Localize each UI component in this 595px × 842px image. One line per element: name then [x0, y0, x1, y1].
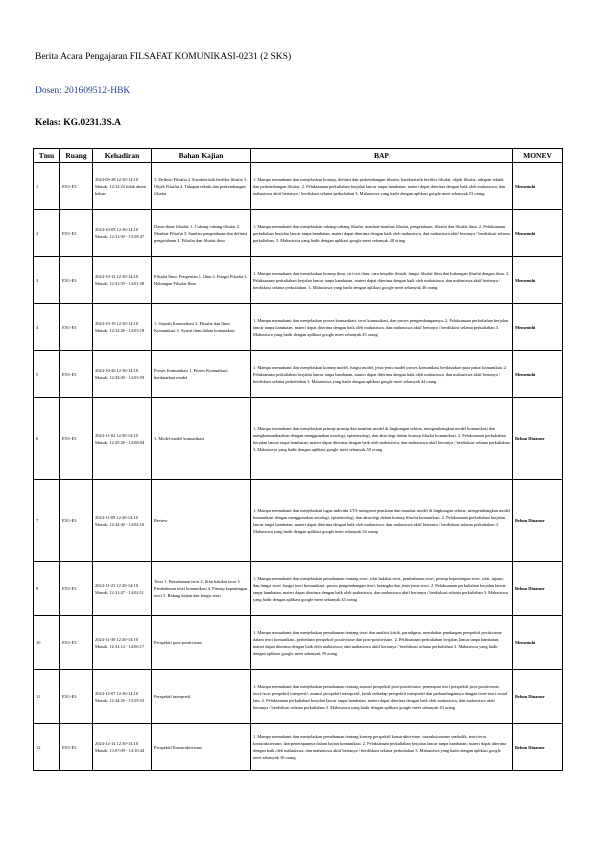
cell-tm: 6 [34, 398, 60, 480]
table-row [34, 210, 563, 257]
cell-bahan-kajian: 1. Sejarah Komunikasi 2. Filsafat dan Ilmu Komunikasi 3. Syarat ilmu dalam komunikasi [152, 304, 251, 351]
cell-tm: 3 [34, 257, 60, 304]
cell-bahan-kajian: Proses Komunikasi 1. Proses Komunikasi berdasarkan model [152, 351, 251, 398]
column-header-ruang: Ruang [60, 149, 93, 163]
table-row [34, 724, 563, 771]
table-row [34, 616, 563, 670]
cell-bap: 1. Mampu memahami dan menjelaskan konsep, definisi dan perkembangan filsafat, karakteristik berfikir filsafat, objek filsafat, tahapan teknik dan perkembangan filsafat. 2. Pelaksanaan perkuliahan berjalan lancar tanpa hambatan, materi dapat diterima dengan baik oleh mahasiswa, dan mahasiswa aktif bertanya / berdiskusi selama perkuliahan 3. Mahasiswa yang hadir dengan aplikasi google meet sebanyak 53 orang [251, 163, 513, 210]
cell-ruang: EN1-E3 [60, 616, 93, 670]
cell-kehadiran: 2024-10-19 12:30-14:10 Masuk: 12:32:26 - 14:03:18 [93, 304, 152, 351]
cell-ruang: EN1-E3 [60, 480, 93, 562]
cell-monev: Belum Dinamer [513, 670, 563, 724]
lecturer-line: Dosen: 201609512-HBK [35, 86, 131, 96]
cell-ruang: EN1-E3 [60, 398, 93, 480]
table-header-row [34, 149, 563, 163]
report-title: Berita Acara Pengajaran FILSAFAT KOMUNIKASI-0231 (2 SKS) [35, 52, 292, 62]
column-header-tm: Tmu [34, 149, 60, 163]
table-row [34, 670, 563, 724]
cell-kehadiran: 2024-10-26 12:30-14:10 Masuk: 12:33:49 - 14:03:59 [93, 351, 152, 398]
cell-bap: 1. Mampu memahami dan menjelaskan tugas individu UTS mengenai penilaian dan manfaat model di lingkungan sekitar, mengembangkan model komunikasi dengan menggunakan ontologi, epistemologi, dan aksiologi dalam konsep filsafat komunikasi. 2. Pelaksanaan perkuliahan berjalan lancar tanpa hambatan, materi dapat diterima dengan baik oleh mahasiswa, dan mahasiswa aktif bertanya / berdiskusi selama perkuliahan 3. Mahasiswa yang hadir dengan aplikasi google meet sebanyak 34 orang [251, 480, 513, 562]
cell-bahan-kajian: 1. Definisi Filsafat 2. Karakteristik berfikir filsafat 3. Objek Filsafat 4. Tahapan teknik dan perkembangan filsafat [152, 163, 251, 210]
table-row [34, 398, 563, 480]
column-header-monev: MONEV [513, 149, 563, 163]
cell-monev: Belum Dinamer [513, 562, 563, 616]
cell-kehadiran: 2024-11-30 12:30-14:10 Masuk: 12:31:14 - 14:06:17 [93, 616, 152, 670]
cell-kehadiran: 2024-10-12 12:30-14:10 Masuk: 12:31:59 - 14:01:58 [93, 257, 152, 304]
cell-kehadiran: 2024-11-02 12:30-14:10 Masuk: 12:35:28 - 14:08:04 [93, 398, 152, 480]
cell-tm: 4 [34, 304, 60, 351]
column-header-kehadiran: Kehadiran [93, 149, 152, 163]
cell-bap: 1. Mampu memahami dan menjelaskan pemahaman tentang teori, sifat hakikat teori, pembahasan teori, prinsip kepentingan teori, sifat, tujuan, dan fungsi teori, fungsi teori komunikasi, proses pengembangan teori, kerangka dan jenis-jenis teori. 2. Pelaksanaan perkuliahan berjalan lancar tanpa hambatan, materi dapat diterima dengan baik oleh mahasiswa, dan mahasiswa aktif bertanya / berdiskusi selama perkuliahan 3. Mahasiswa yang hadir dengan aplikasi google meet sebanyak 43 orang [251, 562, 513, 616]
cell-bahan-kajian: Perspektif Konstruktivisme [152, 724, 251, 771]
cell-monev: Memenuhi [513, 616, 563, 670]
cell-monev: Memenuhi [513, 304, 563, 351]
cell-ruang: EN1-E3 [60, 257, 93, 304]
cell-kehadiran: 2024-11-09 12:30-14:10 Masuk: 12:32:40 - 14:02:16 [93, 480, 152, 562]
cell-monev: Belum Dinamer [513, 480, 563, 562]
cell-ruang: EN1-E3 [60, 304, 93, 351]
cell-bahan-kajian: Filsafat Ilmu: Pengertian 1. Ilmu 2. Fungsi Filsafat 3. Hubungan Filsafat Ilmu [152, 257, 251, 304]
cell-bap: 1. Mampu memahami dan menjelaskan konsep model, fungsi model, jenis-jenis model proses komunikasi berdasarkan para pakar komunikasi 2. Pelaksanaan perkuliahan berjalan lancar tanpa hambatan, materi dapat diterima dengan baik oleh mahasiswa, dan mahasiswa aktif bertanya / berdiskusi selama perkuliahan 3. Mahasiswa yang hadir dengan aplikasi google meet sebanyak 44 orang [251, 351, 513, 398]
table-row [34, 480, 563, 562]
cell-monev: Belum Dinamer [513, 398, 563, 480]
cell-ruang: EN1-E3 [60, 163, 93, 210]
column-header-bahan-kajian: Bahan Kajian [152, 149, 251, 163]
cell-kehadiran: 2024-12-07 12:30-14:10 Masuk: 12:34:26 - 13:59:53 [93, 670, 152, 724]
cell-ruang: EN1-E3 [60, 210, 93, 257]
table-row [34, 562, 563, 616]
cell-kehadiran: 2024-09-28 12:30-14:10 Masuk: 12:32:23 tidak absen keluar [93, 163, 152, 210]
cell-tm: 11 [34, 670, 60, 724]
cell-tm: 7 [34, 480, 60, 562]
table-row [34, 257, 563, 304]
cell-ruang: EN1-E3 [60, 351, 93, 398]
table-row [34, 304, 563, 351]
cell-bap: 1. Mampu memahami dan menjelaskan pemahaman tentang asumsi perspektif post-positivisme, penerapan teori perspektif post-positivisme, teori-teori perspektif interpretif, asumsi perspektif interpretif, kritik terhadap perspektif interpretif dan perbandingannya dengan teori-teori sosial lain. 2. Pelaksanaan perkuliahan berjalan lancar tanpa hambatan, materi dapat diterima dengan baik oleh mahasiswa, dan mahasiswa aktif bertanya / berdiskusi selama perkuliahan 3. Mahasiswa yang hadir dengan aplikasi google meet sebanyak 43 orang [251, 670, 513, 724]
cell-bap: 1. Mampu memahami dan menjelaskan proses komunikasi, teori komunikasi, dan proses pengembangannya. 2. Pelaksanaan perkuliahan berjalan lancar tanpa hambatan, materi dapat diterima dengan baik oleh mahasiswa, dan mahasiswa aktif bertanya / berdiskusi selama perkuliahan 3. Mahasiswa yang hadir dengan aplikasi google meet sebanyak 45 orang [251, 304, 513, 351]
column-header-bap: BAP [251, 149, 513, 163]
cell-tm: 2 [34, 210, 60, 257]
cell-bahan-kajian: Review [152, 480, 251, 562]
cell-bap: 1. Mampu memahami dan menjelaskan konsep ilmu, ciri-ciri ilmu, cara berpikir ilmiah, fungsi filsafat ilmu dan hubungan filsafat dengan ilmu. 2. Pelaksanaan perkuliahan berjalan lancar tanpa hambatan, materi dapat diterima dengan baik oleh mahasiswa, dan mahasiswa aktif bertanya / berdiskusi selama perkuliahan. 3. Mahasiswa yang hadir dengan aplikasi google meet sebanyak 46 orang [251, 257, 513, 304]
cell-kehadiran: 2024-11-23 12:30-14:10 Masuk: 12:31:47 - 14:02:11 [93, 562, 152, 616]
cell-bahan-kajian: Teori 1. Pemahaman teori 2. Sifat hakikat teori 3. Pembahasan teori komunikasi 4. Prinsip kepentingan teori 5. Bidang kajian dan fungsi teori [152, 562, 251, 616]
table-row [34, 163, 563, 210]
cell-kehadiran: 2024-10-05 12:30-14:10 Masuk: 12:31:50 - 13:58:47 [93, 210, 152, 257]
cell-monev: Belum Dinamer [513, 724, 563, 771]
table-row [34, 351, 563, 398]
cell-monev: Memenuhi [513, 163, 563, 210]
cell-bahan-kajian: Perspektif post-positivisme [152, 616, 251, 670]
cell-tm: 10 [34, 616, 60, 670]
cell-bahan-kajian: 1. Model-model komunikasi [152, 398, 251, 480]
cell-ruang: EN1-E3 [60, 670, 93, 724]
cell-tm: 9 [34, 562, 60, 616]
cell-tm: 1 [34, 163, 60, 210]
cell-tm: 12 [34, 724, 60, 771]
cell-bap: 1. Mampu memahami dan menjelaskan pemahaman tentang teori dan analisis kritik, paradigma, membahas pandangan perspektif positivisme dalam teori komunikasi, perbedaan perspektif positivisme dan post-positivisme. 2. Pelaksanaan perkuliahan berjalan lancar tanpa hambatan, materi dapat diterima dengan baik oleh mahasiswa, dan mahasiswa aktif bertanya / berdiskusi selama perkuliahan 3. Mahasiswa yang hadir dengan aplikasi google meet sebanyak 39 orang [251, 616, 513, 670]
cell-ruang: EN1-E3 [60, 724, 93, 771]
cell-bap: 1. Mampu memahami dan menjelaskan prinsip-prinsip dan manfaat model di lingkungan sekitar, mengembangkan model komunikasi dan mengkomunikasikan dengan menggunakan ontologi, epistemologi, dan aksiologi dalam konsep filsafat komunikasi. 2. Pelaksanaan perkuliahan berjalan lancar tanpa hambatan, materi dapat diterima dengan baik oleh mahasiswa, dan mahasiswa aktif bertanya / berdiskusi selama perkuliahan 3. Mahasiswa yang hadir dengan aplikasi google meet sebanyak 50 orang [251, 398, 513, 480]
teaching-record-table [33, 148, 563, 771]
cell-kehadiran: 2024-12-14 12:30-14:10 Masuk: 13:07:09 - 14:10:44 [93, 724, 152, 771]
cell-bahan-kajian: Dasar-dasar filsafat: 1. Cabang-cabang filsafat 2. Manfaat Filsafat 3. Sumber pengetahuan dan definisi pengetahuan 4. Filsafat dan filsafat ilmu [152, 210, 251, 257]
cell-bahan-kajian: Perspektif interpretif [152, 670, 251, 724]
cell-monev: Memenuhi [513, 257, 563, 304]
class-line: Kelas: KG.0231.3S.A [35, 118, 122, 128]
cell-bap: 1. Mampu memahami dan menjelaskan pemahaman tentang konsep perspektif konstruktivisme, interaksionisme simbolik, teori-teori konstruktivisme, dan penerapannya dalam kajian komunikasi. 2. Pelaksanaan perkuliahan berjalan lancar tanpa hambatan, materi dapat diterima dengan baik oleh mahasiswa, dan mahasiswa aktif bertanya / berdiskusi selama perkuliahan 3. Mahasiswa yang hadir dengan aplikasi google meet sebanyak 30 orang [251, 724, 513, 771]
cell-bap: 1. Mampu memahami dan menjelaskan cabang-cabang filsafat, manfaat-manfaat filsafat, pengetahuan, filsafat dan filsafat ilmu. 2. Pelaksanaan perkuliahan berjalan lancar tanpa hambatan, materi dapat diterima dengan baik oleh mahasiswa, dan mahasiswa aktif bertanya / berdiskusi selama perkuliahan. 3. Mahasiswa yang hadir dengan aplikasi google meet sebanyak 48 orang [251, 210, 513, 257]
cell-monev: Memenuhi [513, 210, 563, 257]
cell-tm: 5 [34, 351, 60, 398]
cell-monev: Memenuhi [513, 351, 563, 398]
cell-ruang: EN1-E3 [60, 562, 93, 616]
